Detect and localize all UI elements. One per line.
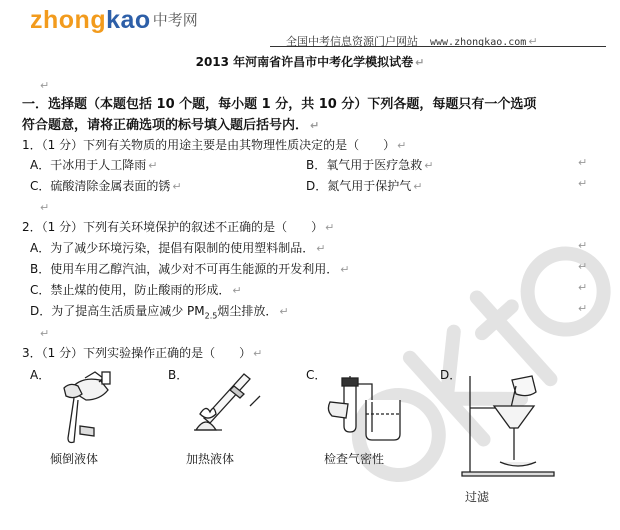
question-3-option-c-letter: C． — [306, 368, 327, 382]
question-2-option-d: D．为了提高生活质量应减少 $PM_{2.5}$烟尘排放． ↵ — [30, 304, 289, 321]
question-2-option-c: C．禁止煤的使用，防止酸雨的形成． ↵ — [30, 283, 242, 297]
paper-title: 2013 年河南省许昌市中考化学模拟试卷 ↵ — [195, 55, 425, 69]
paragraph-mark: ↵ — [40, 327, 50, 340]
zhongkao-logo: zhongkao 中考网 — [30, 6, 198, 34]
question-1-option-c: C．硫酸清除金属表面的锈 ↵ — [30, 179, 182, 193]
paragraph-mark: ↵ — [578, 260, 588, 273]
caption-pouring-liquid: 倾倒液体 — [50, 452, 99, 466]
paragraph-mark: ↵ — [578, 156, 588, 169]
airtightness-check-illustration — [326, 372, 406, 442]
question-1-stem: 1．（1 分）下列有关物质的用途主要是由其物理性质决定的是（ ） ↵ — [22, 138, 407, 152]
question-3-option-b-letter: B． — [168, 368, 189, 382]
paragraph-mark: ↵ — [578, 281, 588, 294]
question-2-option-a: A．为了减少环境污染，提倡有限制的使用塑料制品． ↵ — [30, 241, 326, 255]
paragraph-mark: ↵ — [40, 201, 50, 214]
caption-filtration: 过滤 — [465, 490, 490, 504]
caption-airtightness-check: 检查气密性 — [324, 452, 385, 466]
question-2-stem: 2．（1 分）下列有关环境保护的叙述不正确的是（ ） ↵ — [22, 220, 335, 234]
question-1-option-a: A．干冰用于人工降雨 ↵ — [30, 158, 158, 172]
paragraph-mark: ↵ — [578, 177, 588, 190]
site-name: 全国中考信息资源门户网站 — [286, 35, 418, 48]
site-header-info: 全国中考信息资源门户网站 www.zhongkao.com ↵ — [286, 35, 538, 48]
heating-liquid-illustration — [186, 368, 266, 438]
section1-heading-line1: 一．选择题（本题包括 10 个题，每小题 1 分，共 10 分）下列各题，每题只有一个选项 — [22, 97, 537, 112]
question-3-option-d-letter: D． — [440, 368, 462, 382]
caption-heating-liquid: 加热液体 — [186, 452, 235, 466]
question-1-option-b: B．氧气用于医疗急救 ↵ — [306, 158, 434, 172]
site-url[interactable]: www.zhongkao.com — [430, 37, 527, 48]
paragraph-mark: ↵ — [578, 239, 588, 252]
question-2-option-b: B．使用车用乙醇汽油，减少对不可再生能源的开发利用． ↵ — [30, 262, 350, 276]
filtration-illustration — [460, 372, 560, 482]
question-3-stem: 3．（1 分）下列实验操作正确的是（ ） ↵ — [22, 346, 263, 360]
question-1-option-d: D．氮气用于保护气 ↵ — [306, 179, 423, 193]
paragraph-mark: ↵ — [578, 302, 588, 315]
section1-heading-line2: 符合题意，请将正确选项的标号填入题后括号内． ↵ — [22, 118, 320, 133]
question-3-option-a-letter: A． — [30, 368, 51, 382]
header-divider — [270, 46, 606, 47]
pouring-liquid-illustration — [50, 368, 130, 448]
paragraph-mark: ↵ — [40, 79, 50, 92]
